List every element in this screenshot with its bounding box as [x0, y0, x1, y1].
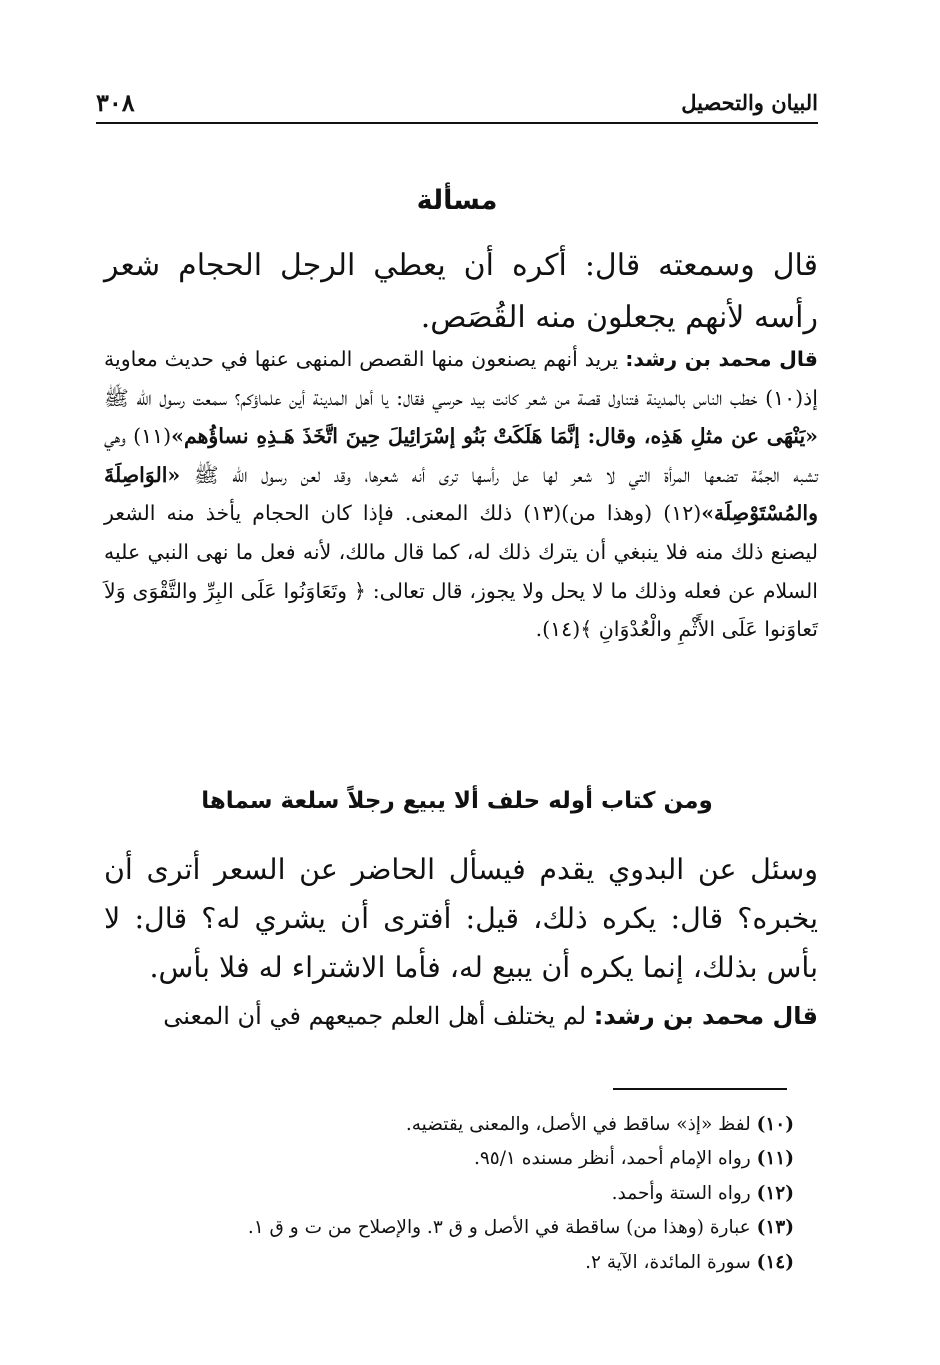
commentary-text-part3: وهي تشبه الجمَّة تضعها المرأة التي لا شعر لها عل رأسها ترى أنه شعرها، وقد لعن رسول الله ﷺ: [104, 424, 818, 487]
footnote-text: لفظ «إذ» ساقط في الأصل، والمعنى يقتضيه.: [405, 1114, 751, 1135]
section-heading-book: ومن كتاب أوله حلف ألا يبيع رجلاً سلعة سماها: [201, 788, 713, 814]
footnote-text: سورة المائدة، الآية ٢.: [585, 1251, 751, 1273]
footnote-number: (١١): [756, 1148, 794, 1170]
footnote-14: [104, 1246, 794, 1280]
commentary-text-2: لم يختلف أهل العلم جميعهم في أن المعنى: [163, 1002, 587, 1030]
footnote-ref-14: (١٤): [542, 617, 581, 642]
footnote-13: [104, 1211, 794, 1245]
commentary-lead-2: قال محمد بن رشد:: [593, 1002, 818, 1030]
question-paragraph-2: [104, 845, 818, 992]
commentary-text-part1: يريد أنهم يصنعون منها القصص المنهى عنها في حديث معاوية إذ: [104, 347, 818, 410]
running-header: [96, 84, 818, 124]
hadith-quote-1: «يَنْهَى عن مثلِ هَذِه، وقال: إنَّمَا هَلَكَتْ بَنُو إسْرَائِيلَ حِينَ اتَّخَذَ هَـذِهِ نساؤُهم»: [171, 424, 818, 449]
footnote-number: (١٢): [756, 1182, 794, 1204]
hadith-quote-2: «الوَاصِلَةَ والمُسْتَوْصِلَة»: [104, 462, 818, 526]
footnote-11: [104, 1142, 794, 1176]
footnote-number: (١٤): [756, 1251, 794, 1273]
commentary-lead: قال محمد بن رشد:: [625, 347, 818, 371]
footnote-number: (١٣): [756, 1217, 794, 1239]
footnote-ref-11: (١١): [133, 424, 172, 449]
footnote-12: [104, 1177, 794, 1211]
quran-verse: ﴿ وتَعَاوَنُوا عَلَى البِرِّ والتَّقْوَى وَلاَ تَعاوَنوا عَلَى الأَثْمِ والْعُدْوَانِ ﴾: [104, 578, 818, 642]
footnote-number: (١٠): [756, 1114, 794, 1135]
footnotes: [104, 1108, 794, 1280]
footnote-ref-12: (١٢): [663, 501, 702, 526]
footnote-10: [104, 1108, 794, 1142]
commentary-text-part5: ذلك المعنى. فإذا كان الحجام يأخذ منه الشعر ليصنع ذلك منه فلا ينبغي أن يترك ذلك له، كما قال مالك، لأنه فعل ما نهى النبي عليه السلام عن فعله وذلك ما لا يحل ولا يجوز، قال تعالى:: [104, 501, 818, 603]
book-title: البيان والتحصيل: [681, 90, 818, 115]
section-heading-masala: مسألة: [416, 185, 498, 216]
footnote-ref-13: (١٣): [523, 501, 562, 526]
commentary-end: .: [535, 617, 543, 642]
footnote-divider: [613, 1088, 787, 1090]
footnote-text: عبارة (وهذا من) ساقطة في الأصل و ق ٣. والإصلاح من ت و ق ١.: [247, 1217, 751, 1239]
footnote-text: رواه الإمام أحمد، أنظر مسنده ٩٥/١.: [473, 1148, 751, 1170]
page-number: ٣٠٨: [96, 88, 135, 117]
commentary-paragraph-1: [104, 340, 818, 649]
question-text: قال وسمعته قال: أكره أن يعطي الرجل الحجام شعر رأسه لأنهم يجعلون منه القُصَص.: [104, 248, 818, 335]
question-text-2: وسئل عن البدوي يقدم فيسأل الحاضر عن السعر أترى أن يخبره؟ قال: يكره ذلك، قيل: أفترى أن يشري له؟ قال: لا بأس بذلك، إنما يكره أن يبيع له، فأما الاشتراء له فلا بأس.: [104, 853, 819, 984]
footnote-text: رواه الستة وأحمد.: [611, 1182, 751, 1204]
commentary-text-part4: (وهذا من): [561, 501, 653, 526]
question-paragraph-1: [104, 240, 818, 344]
footnote-ref-10: (١٠): [765, 385, 804, 410]
commentary-text-part2: خطب الناس بالمدينة فتناول قصة من شعر كانت بيد حرسي فقال: يا أهل المدينة أين علماؤكم؟ سمعت رسول الله ﷺ: [104, 385, 758, 410]
commentary-paragraph-2: [104, 996, 818, 1036]
